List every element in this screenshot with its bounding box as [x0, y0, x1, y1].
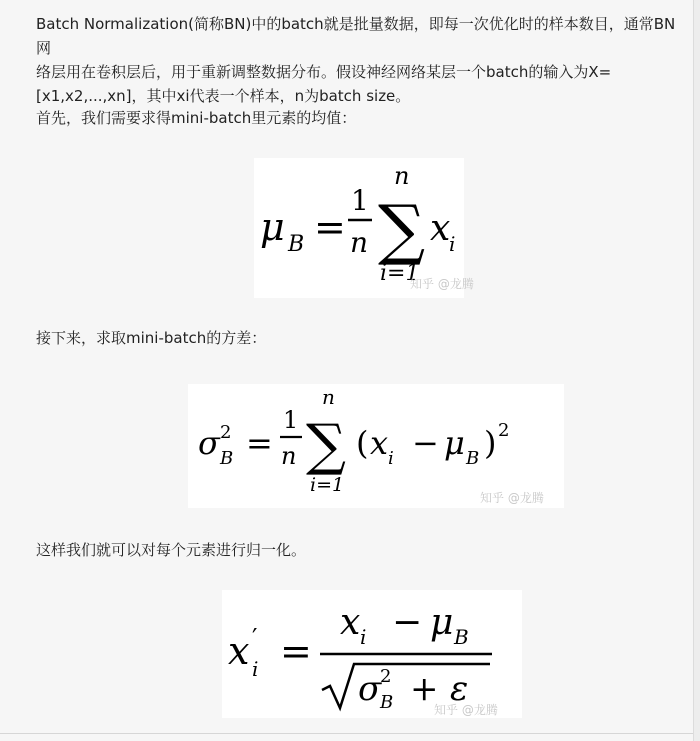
variance-formula [188, 384, 564, 508]
mean-sigma: ∑ [378, 191, 426, 268]
norm-den-sup: 2 [380, 666, 392, 687]
norm-lhs-sub: i [252, 657, 259, 681]
var-power: 2 [498, 420, 510, 441]
norm-num-mu: μ [430, 602, 454, 643]
var-lhs-sup: 2 [220, 422, 232, 443]
variance-intro-text: 接下来，求取mini-batch的方差： [36, 329, 267, 347]
normalize-formula [222, 590, 522, 718]
intro-paragraph [36, 12, 686, 108]
mean-formula [254, 158, 474, 298]
mean-frac-num: 1 [351, 184, 369, 217]
mean-sum-top: n [394, 162, 410, 190]
var-lhs-sub: B [220, 448, 234, 469]
var-close-paren: ) [484, 424, 497, 462]
mean-frac-den: n [350, 226, 369, 259]
var-sigma-sum: ∑ [306, 413, 346, 478]
var-sum-bottom: i=1 [310, 474, 345, 496]
scrollbar[interactable] [694, 0, 700, 741]
intro-line-1: Batch Normalization(简称BN)中的batch就是批量数据，即每一次优化时的样本数目，通常BN网 [36, 15, 676, 57]
norm-lhs-x: x [228, 629, 250, 673]
norm-den-sigma: σ [358, 669, 382, 709]
var-open-paren: ( [356, 424, 369, 462]
mean-sum-bottom: i=1 [380, 261, 420, 286]
norm-den-plus: + [410, 669, 439, 709]
watermark-2: 知乎 @龙腾 [480, 491, 544, 505]
mean-lhs-sub: B [288, 232, 305, 257]
norm-den-sub: B [380, 692, 394, 713]
norm-den-eps: ε [450, 669, 469, 709]
norm-num-x-sub: i [360, 625, 367, 649]
bottom-divider [0, 733, 693, 734]
var-mu: μ [444, 424, 465, 462]
var-frac-den: n [281, 442, 297, 470]
norm-num-mu-sub: B [454, 625, 469, 649]
normalize-intro-text: 这样我们就可以对每个元素进行归一化。 [36, 541, 307, 559]
var-term-sub: i [388, 448, 394, 469]
var-equals: = [246, 424, 273, 462]
norm-num-x: x [340, 602, 361, 643]
var-sum-top: n [322, 385, 335, 409]
norm-equals: = [280, 629, 312, 673]
var-lhs-sigma: σ [198, 424, 220, 462]
watermark-3: 知乎 @龙腾 [434, 703, 498, 717]
mean-term-x: x [430, 208, 451, 249]
var-term-x: x [370, 424, 389, 462]
var-mu-sub: B [466, 448, 480, 469]
var-minus: − [412, 424, 439, 462]
mean-equals: = [314, 205, 346, 249]
mean-term-sub: i [449, 232, 456, 256]
intro-line-3: [x1,x2,...,xn]，其中xi代表一个样本，n为batch size。 [36, 87, 411, 105]
norm-num-minus: − [392, 602, 423, 643]
norm-lhs-prime: ′ [252, 624, 258, 652]
mean-intro-text: 首先，我们需要求得mini-batch里元素的均值： [36, 109, 357, 127]
mean-lhs-mu: μ [260, 205, 285, 249]
watermark-1: 知乎 @龙腾 [410, 277, 474, 291]
intro-line-2: 络层用在卷积层后，用于重新调整数据分布。假设神经网络某层一个batch的输入为X= [36, 63, 612, 81]
var-frac-num: 1 [283, 406, 299, 434]
